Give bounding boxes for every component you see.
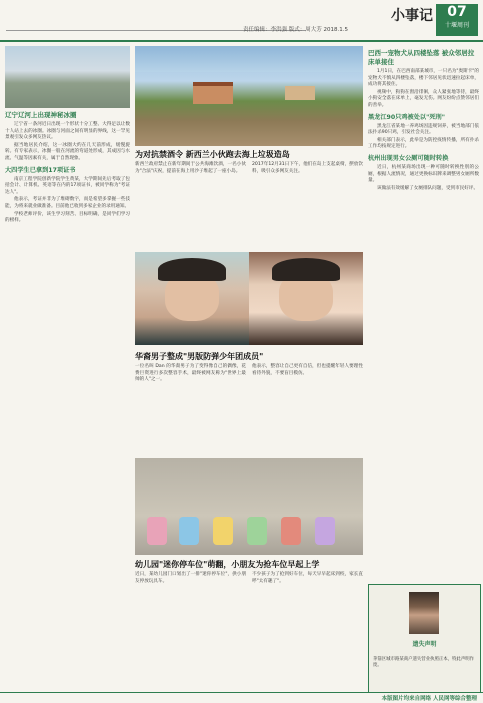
right-story-3-para: 该做法有效缓解了女厕排队问题，受到市民好评。 xyxy=(377,185,479,191)
weekly-label: 十堰周刊 xyxy=(444,22,469,29)
right-story-2-para: 黑龙江省某地一养鸡场因违规饲养，被当地部门依法扑杀90只鸡，引发社会关注。 xyxy=(368,123,479,136)
footer-credit: 本版图片均来自网络 人民网等综合整理 xyxy=(381,696,477,702)
house-shape xyxy=(285,86,315,100)
portrait-photo xyxy=(409,592,439,634)
page-header xyxy=(0,0,483,42)
toy-car xyxy=(213,517,233,545)
right-story-1-para: 视频中，狗狗在窗沿徘徊，众人紧张地等待，最终小狗安全落在床单上，毫发无伤。网友纷纷点赞邻居们的善举。 xyxy=(368,89,479,108)
island-story xyxy=(135,46,363,174)
left-headline-2: 大四学生已拿到17项证书 xyxy=(5,166,76,174)
left-story-1-para: 辽宁省一条河近日出现一个形状十分工整、大得足以让数十人站上去的冰圈。冰圈与河面之间有明显的界线，这一罕见景观引发众多网友热议。 xyxy=(5,122,130,141)
hair-shape xyxy=(158,258,226,281)
hair-shape xyxy=(272,258,340,281)
island-photo xyxy=(135,46,363,146)
left-story-2 xyxy=(5,177,130,225)
island-text-col: 新西兰政府禁止在新年期间于公共海滩饮酒，一名小伙为"合法"庆祝，提前在海上用沙子堆起了一座小岛。 xyxy=(135,162,246,174)
right-headline-1: 巴西一宠物犬从四楼坠落 被众邻居拉床单接住 xyxy=(368,49,475,66)
missing-notice-box xyxy=(368,584,481,696)
toy-car xyxy=(247,517,267,545)
editors-line: 责任编辑：李洪强 版式：周大芳 2018.1.5 xyxy=(243,27,348,33)
kindergarten-text-col: 不少孩子为了抢到好车位，每天早早起床到校，家长直呼"太有趣了"。 xyxy=(252,572,363,584)
kindergarten-story xyxy=(135,556,363,585)
toy-car xyxy=(179,517,199,545)
page-number-box xyxy=(436,4,478,36)
toy-car xyxy=(281,517,301,545)
left-headline-1: 辽宁辽河上出现神秘冰圈 xyxy=(5,111,77,119)
after-photo xyxy=(249,252,363,345)
page-footer xyxy=(0,692,483,703)
left-story-2-para: 南京工程学院创新学院学生黄某，大学期间先后考取了包括会计、计算机、英语等在内的17项证书，被同学称为"考证达人"。 xyxy=(5,176,130,195)
missing-notice-text: 茅箭区城市路某商户遗失营业执照正本，特此声明作废。 xyxy=(373,657,474,668)
missing-notice-title: 遗失声明 xyxy=(412,641,437,648)
left-story-2-para: 学校老师评价，该生学习刻苦、目标明确，是同学们学习的榜样。 xyxy=(5,211,130,224)
right-story-1 xyxy=(368,69,479,110)
left-story-1-para: 据当地居民介绍，这一冰圈大约在几天前形成，缓慢旋转。有专家表示，冰圈一般在河流的弯道处形成，其成因与水流、气温等因素有关，属于自然现象。 xyxy=(5,142,130,161)
right-story-2-para: 相关部门表示，此举是为防控疫情传播，所有扑杀工作均按规定进行。 xyxy=(368,137,479,150)
toy-car xyxy=(315,517,335,545)
page-number: 07 xyxy=(447,4,467,20)
island-text xyxy=(135,162,363,175)
house-shape xyxy=(193,82,233,104)
island-headline: 为对抗禁酒令 新西兰小伙跑去海上垃圾造岛 xyxy=(135,149,290,159)
island-text-col: 2017年12月31日下午，他们在岛上支起桌椅，摆放饮料，吸引众多网友关注。 xyxy=(252,162,363,174)
surgery-photos xyxy=(135,252,363,345)
toy-car xyxy=(147,517,167,545)
section-title: 小事记 xyxy=(391,8,433,24)
left-story-1 xyxy=(5,122,130,163)
sea-area xyxy=(135,46,363,72)
right-story-2 xyxy=(368,124,479,151)
before-photo xyxy=(135,252,249,345)
right-story-3-para: 近日，杭州某商场出现一种可随时转换性别的公厕，根据人流情况，通过更换标识牌来调整男女厕所数量。 xyxy=(368,164,479,184)
left-column xyxy=(5,46,130,226)
surgery-text-col: 一位名叫 Dan 的华裔男子为了变得像自己的偶像，花费巨资进行多次整容手术，最终被网友称为"世界上最帅的人"之一。 xyxy=(135,364,246,383)
surgery-headline: 华裔男子整成"男版防弹少年团成员" xyxy=(135,351,264,361)
surgery-story xyxy=(135,348,363,384)
kindergarten-photo xyxy=(135,458,363,555)
kindergarten-text-col: 近日，某幼儿园门口划出了一排"迷你停车位"，供小朋友停放玩具车。 xyxy=(135,572,246,584)
kindergarten-headline: 幼儿园"迷你停车位"萌翻，小朋友为抢车位早起上学 xyxy=(135,559,320,569)
right-story-3 xyxy=(368,165,479,192)
right-headline-2: 黑龙江90只鸡被处以"死刑" xyxy=(368,113,445,121)
right-story-1-para: 1月1日，在巴西南部某城市，一只名为"奥斯卡"的宠物犬不慎从四楼坠落，楼下邻居见状迅速拉起床单，成功将其接住。 xyxy=(368,69,479,88)
surgery-text xyxy=(135,364,363,384)
left-story-2-para: 他表示，考证并非为了堆砌数字，而是希望多掌握一些技能，为将来就业做准备。目前他已收到多家企业的录用通知。 xyxy=(5,197,130,209)
right-headline-3: 杭州出现男女公厕可随时转换 xyxy=(368,154,449,162)
kindergarten-text xyxy=(135,572,363,585)
surgery-text-col: 他表示，整容让自己更有自信，但也提醒年轻人要理性看待外貌，不要盲目模仿。 xyxy=(252,364,363,376)
right-column xyxy=(368,46,479,193)
river-photo xyxy=(5,46,130,108)
